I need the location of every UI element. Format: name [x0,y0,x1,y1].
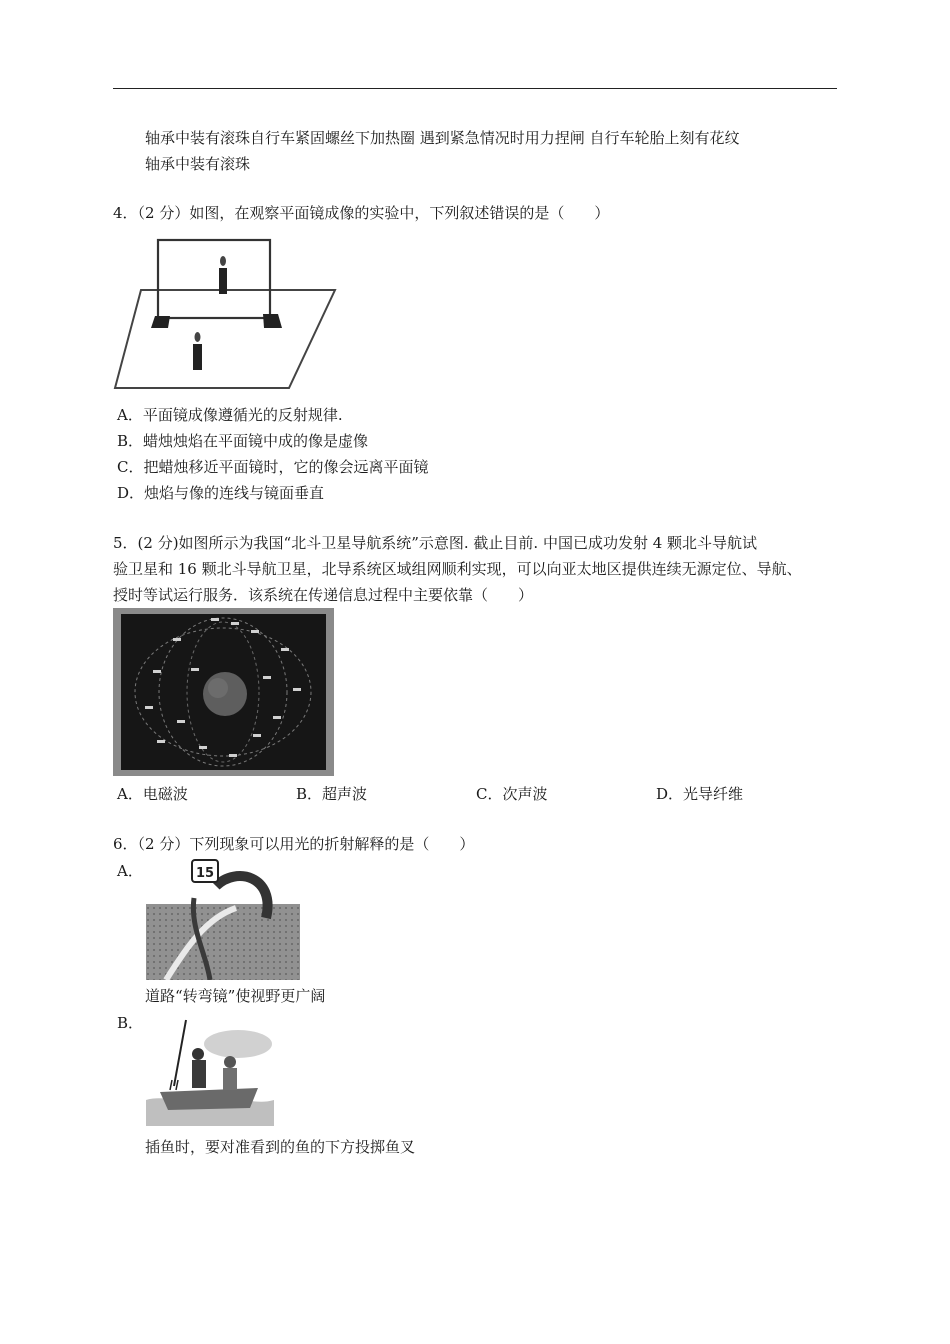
plane-mirror-figure [113,232,339,392]
q6-option-a-letter: A． [117,862,143,880]
q4-option-b: B．蜡烛烛焰在平面镜中成的像是虚像 [117,432,369,450]
q6-option-b-caption: 插鱼时，要对准看到的鱼的下方投掷鱼叉 [145,1138,416,1156]
q3-options-line: 轴承中装有滚珠自行车紧固螺丝下加热圈 遇到紧急情况时用力捏闸 自行车轮胎上刻有花纹 [145,129,740,147]
q6-option-a-caption: 道路“转弯镜”使视野更广阔 [145,987,326,1005]
q3-extra-line: 轴承中装有滚珠 [145,155,251,173]
q6-option-b-letter: B． [117,1014,144,1032]
header-rule [113,88,837,89]
q4-stem: 4．（2 分）如图，在观察平面镜成像的实验中，下列叙述错误的是（ ） [113,204,610,222]
speed-sign-text: 15 [195,866,215,881]
q4-option-c: C．把蜡烛移近平面镜时，它的像会远离平面镜 [117,458,429,476]
q5-stem-line-1: 5．(2 分)如图所示为我国“北斗卫星导航系统”示意图. 截止目前. 中国已成功发射 4 颗北斗导航试 [113,534,758,552]
q5-stem-line-2: 验卫星和 16 颗北斗导航卫星，北导系统区域组网顺利实现，可以向亚太地区提供连续无源定位、导航、 [113,560,802,578]
q5-option-c: C．次声波 [476,785,548,803]
q5-option-b: B．超声波 [296,785,368,803]
convex-mirror-figure [146,858,300,980]
q4-option-d: D．烛焰与像的连线与镜面垂直 [117,484,325,502]
q5-option-a: A．电磁波 [117,785,188,803]
q5-option-d: D．光导纤维 [656,785,744,803]
q4-option-a: A．平面镜成像遵循光的反射规律. [117,406,343,424]
spear-fishing-figure [146,1014,274,1126]
beidou-satellite-figure [113,608,334,776]
q5-stem-line-3: 授时等试运行服务．该系统在传递信息过程中主要依靠（ ） [113,586,534,604]
q6-stem: 6．（2 分）下列现象可以用光的折射解释的是（ ） [113,835,475,853]
